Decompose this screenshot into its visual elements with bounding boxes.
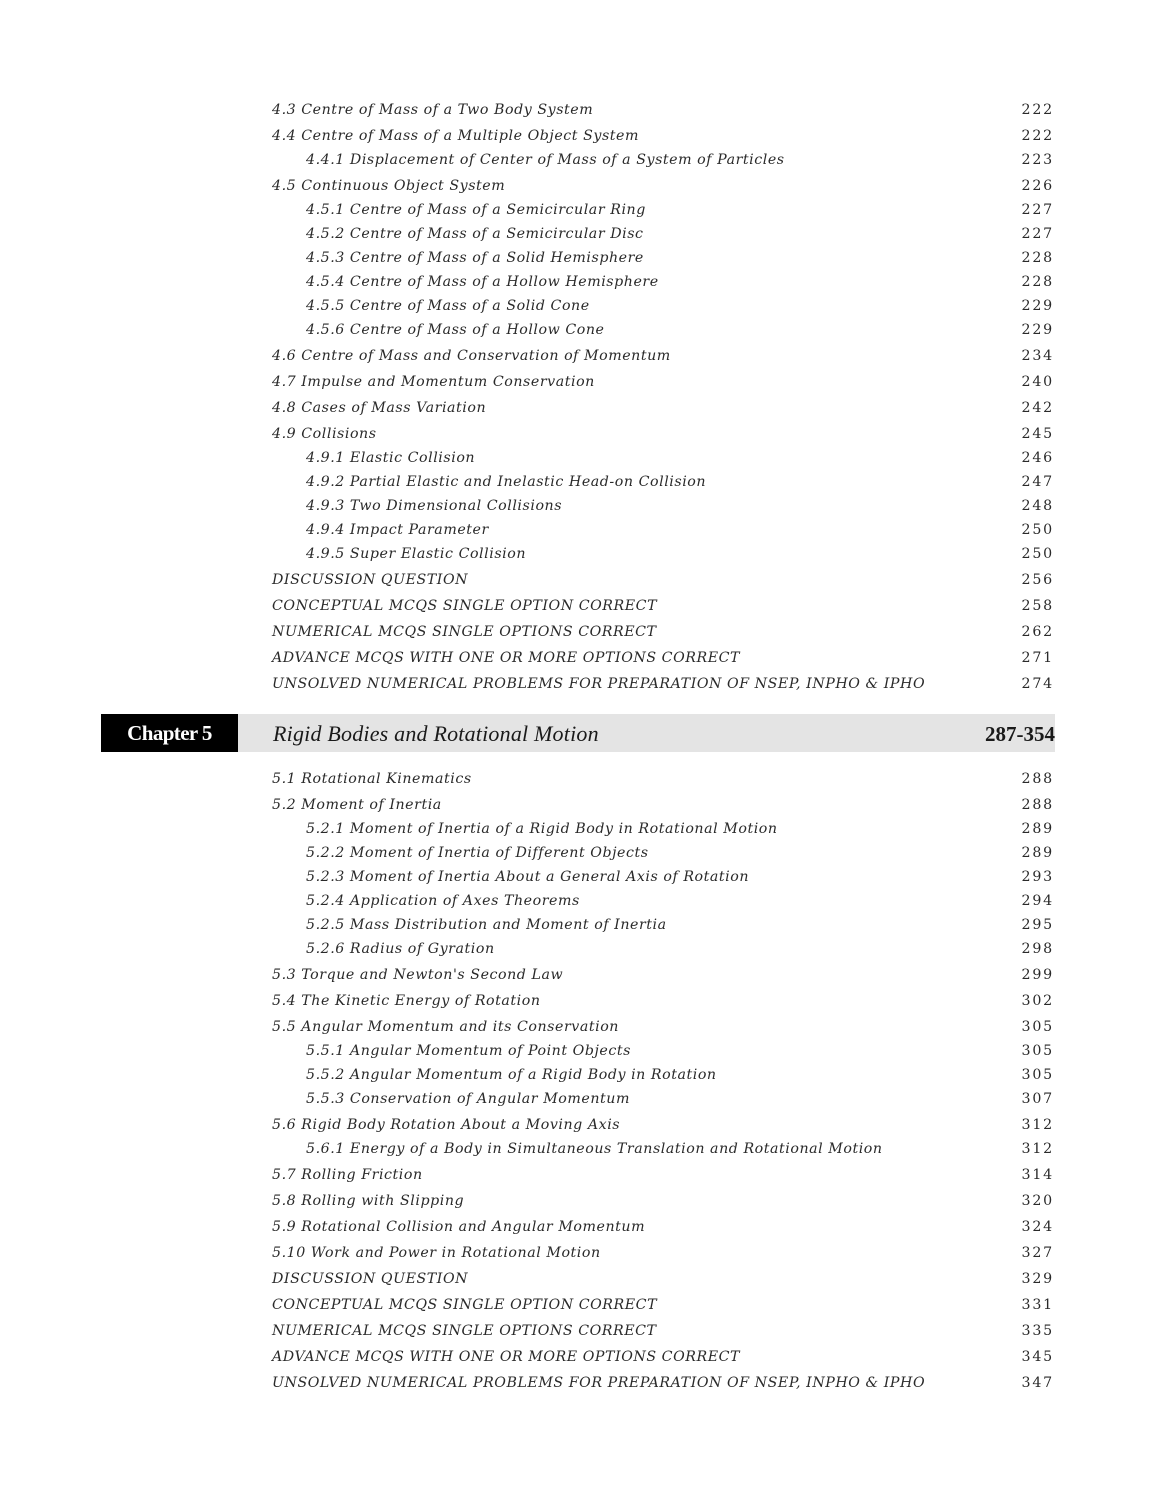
toc-entry-title: 5.2.6 Radius of Gyration	[306, 941, 495, 957]
toc-entry-page: 298	[1021, 941, 1054, 957]
toc-entry-title: 4.5.2 Centre of Mass of a Semicircular Disc	[306, 226, 644, 242]
toc-entry	[272, 1267, 1054, 1291]
toc-entry	[272, 1189, 1054, 1213]
toc-entry-title: 4.4.1 Displacement of Center of Mass of a System of Particles	[306, 152, 785, 168]
toc-entry-page: 288	[1021, 771, 1054, 787]
toc-entry-title: 4.5.6 Centre of Mass of a Hollow Cone	[306, 322, 605, 338]
toc-entry-page: 274	[1021, 676, 1054, 692]
toc-entry-title: 5.6 Rigid Body Rotation About a Moving Axis	[272, 1117, 621, 1133]
toc-entry	[272, 344, 1054, 368]
toc-entry-title: 5.6.1 Energy of a Body in Simultaneous Translation and Rotational Motion	[306, 1141, 883, 1157]
toc-entry	[272, 1063, 1054, 1087]
toc-entry-title: 4.7 Impulse and Momentum Conservation	[272, 374, 595, 390]
toc-entry-title: UNSOLVED NUMERICAL PROBLEMS FOR PREPARATION OF NSEP, INPHO & IPHO	[272, 1375, 926, 1391]
toc-entry	[272, 817, 1054, 841]
chapter-number-tag: Chapter 5	[101, 714, 238, 752]
toc-entry-title: 5.10 Work and Power in Rotational Motion	[272, 1245, 601, 1261]
toc-entry	[272, 568, 1054, 592]
toc-entry-page: 258	[1021, 598, 1054, 614]
toc-entry-page: 305	[1021, 1019, 1054, 1035]
toc-entry	[272, 865, 1054, 889]
toc-entry-page: 299	[1021, 967, 1054, 983]
toc-entry-title: ADVANCE MCQS WITH ONE OR MORE OPTIONS CORRECT	[272, 650, 741, 666]
toc-entry	[272, 1371, 1054, 1395]
toc-entry-page: 250	[1021, 522, 1054, 538]
toc-entry	[272, 1345, 1054, 1369]
toc-entry-title: 5.2.5 Mass Distribution and Moment of Inertia	[306, 917, 667, 933]
toc-entry	[272, 1015, 1054, 1039]
toc-list-chapter-4	[272, 98, 1054, 696]
toc-entry-page: 222	[1021, 102, 1054, 118]
toc-entry-page: 345	[1021, 1349, 1054, 1365]
toc-entry-page: 331	[1021, 1297, 1054, 1313]
toc-entry	[272, 542, 1054, 566]
toc-entry	[272, 672, 1054, 696]
toc-entry-page: 324	[1021, 1219, 1054, 1235]
toc-entry-title: 5.9 Rotational Collision and Angular Momentum	[272, 1219, 646, 1235]
toc-entry	[272, 318, 1054, 342]
toc-entry-title: 4.4 Centre of Mass of a Multiple Object System	[272, 128, 639, 144]
toc-entry-page: 229	[1021, 298, 1054, 314]
toc-entry-page: 248	[1021, 498, 1054, 514]
toc-entry-title: 5.7 Rolling Friction	[272, 1167, 423, 1183]
toc-entry-page: 294	[1021, 893, 1054, 909]
toc-entry	[272, 1137, 1054, 1161]
toc-entry-title: 4.9.5 Super Elastic Collision	[306, 546, 527, 562]
toc-entry-page: 223	[1021, 152, 1054, 168]
toc-entry	[272, 620, 1054, 644]
toc-entry-page: 262	[1021, 624, 1054, 640]
toc-entry	[272, 594, 1054, 618]
toc-entry	[272, 518, 1054, 542]
toc-entry-page: 327	[1021, 1245, 1054, 1261]
toc-entry	[272, 222, 1054, 246]
toc-entry	[272, 294, 1054, 318]
toc-entry-page: 256	[1021, 572, 1054, 588]
toc-entry	[272, 98, 1054, 122]
toc-entry-title: 4.5.4 Centre of Mass of a Hollow Hemisphere	[306, 274, 659, 290]
toc-entry-page: 320	[1021, 1193, 1054, 1209]
chapter-heading	[101, 714, 1055, 752]
toc-entry	[272, 1293, 1054, 1317]
toc-entry-title: DISCUSSION QUESTION	[272, 572, 469, 588]
toc-entry	[272, 963, 1054, 987]
toc-entry	[272, 270, 1054, 294]
toc-entry	[272, 1039, 1054, 1063]
toc-entry-title: NUMERICAL MCQS SINGLE OPTIONS CORRECT	[272, 624, 657, 640]
toc-entry	[272, 1319, 1054, 1343]
toc-entry-title: 4.9.1 Elastic Collision	[306, 450, 476, 466]
toc-entry-title: 4.5.5 Centre of Mass of a Solid Cone	[306, 298, 590, 314]
toc-entry-title: 5.2.3 Moment of Inertia About a General Axis of Rotation	[306, 869, 750, 885]
toc-entry-page: 307	[1021, 1091, 1054, 1107]
toc-entry-title: 5.8 Rolling with Slipping	[272, 1193, 465, 1209]
toc-entry-title: ADVANCE MCQS WITH ONE OR MORE OPTIONS CORRECT	[272, 1349, 741, 1365]
toc-entry-page: 305	[1021, 1043, 1054, 1059]
toc-entry-page: 293	[1021, 869, 1054, 885]
toc-entry-title: CONCEPTUAL MCQS SINGLE OPTION CORRECT	[272, 1297, 658, 1313]
toc-entry-page: 228	[1021, 250, 1054, 266]
toc-entry-page: 314	[1021, 1167, 1054, 1183]
toc-entry-title: 5.4 The Kinetic Energy of Rotation	[272, 993, 541, 1009]
toc-entry-title: 5.1 Rotational Kinematics	[272, 771, 472, 787]
toc-entry-title: 4.5 Continuous Object System	[272, 178, 506, 194]
toc-entry	[272, 1113, 1054, 1137]
toc-entry-title: 4.5.1 Centre of Mass of a Semicircular Ring	[306, 202, 646, 218]
toc-entry-title: 5.3 Torque and Newton's Second Law	[272, 967, 564, 983]
toc-entry-title: 5.5 Angular Momentum and its Conservation	[272, 1019, 619, 1035]
toc-entry	[272, 889, 1054, 913]
toc-entry-page: 246	[1021, 450, 1054, 466]
toc-list-chapter-5	[272, 767, 1054, 1395]
toc-entry	[272, 370, 1054, 394]
toc-entry-title: DISCUSSION QUESTION	[272, 1271, 469, 1287]
toc-entry-title: 4.9.2 Partial Elastic and Inelastic Head-on Collision	[306, 474, 707, 490]
toc-entry-title: 5.5.2 Angular Momentum of a Rigid Body in Rotation	[306, 1067, 717, 1083]
chapter-title-bar	[238, 714, 1055, 752]
toc-entry-page: 227	[1021, 226, 1054, 242]
toc-entry-title: 5.2.1 Moment of Inertia of a Rigid Body in Rotational Motion	[306, 821, 778, 837]
toc-entry-page: 312	[1021, 1117, 1054, 1133]
toc-entry-title: 5.2 Moment of Inertia	[272, 797, 442, 813]
toc-entry-page: 240	[1021, 374, 1054, 390]
toc-entry	[272, 793, 1054, 817]
toc-entry-page: 229	[1021, 322, 1054, 338]
toc-entry	[272, 913, 1054, 937]
toc-entry-title: 5.2.2 Moment of Inertia of Different Objects	[306, 845, 649, 861]
toc-entry-title: 5.5.3 Conservation of Angular Momentum	[306, 1091, 630, 1107]
toc-entry	[272, 124, 1054, 148]
toc-entry-page: 288	[1021, 797, 1054, 813]
toc-entry-page: 227	[1021, 202, 1054, 218]
toc-entry-page: 247	[1021, 474, 1054, 490]
toc-entry	[272, 494, 1054, 518]
toc-entry-page: 347	[1021, 1375, 1054, 1391]
toc-entry	[272, 646, 1054, 670]
toc-entry	[272, 470, 1054, 494]
toc-entry-page: 250	[1021, 546, 1054, 562]
toc-entry	[272, 937, 1054, 961]
toc-entry-page: 289	[1021, 821, 1054, 837]
toc-entry-page: 226	[1021, 178, 1054, 194]
toc-entry	[272, 148, 1054, 172]
toc-entry-title: 5.2.4 Application of Axes Theorems	[306, 893, 580, 909]
toc-entry-page: 245	[1021, 426, 1054, 442]
toc-entry-page: 242	[1021, 400, 1054, 416]
toc-entry	[272, 1241, 1054, 1265]
toc-entry-page: 295	[1021, 917, 1054, 933]
toc-entry-title: 4.5.3 Centre of Mass of a Solid Hemisphere	[306, 250, 644, 266]
toc-entry-page: 312	[1021, 1141, 1054, 1157]
toc-entry-title: 4.6 Centre of Mass and Conservation of Momentum	[272, 348, 671, 364]
toc-entry-page: 305	[1021, 1067, 1054, 1083]
toc-entry	[272, 989, 1054, 1013]
toc-entry	[272, 1163, 1054, 1187]
toc-entry-page: 329	[1021, 1271, 1054, 1287]
toc-entry	[272, 1087, 1054, 1111]
toc-entry-title: CONCEPTUAL MCQS SINGLE OPTION CORRECT	[272, 598, 658, 614]
toc-entry-title: 4.9.4 Impact Parameter	[306, 522, 489, 538]
toc-entry-page: 335	[1021, 1323, 1054, 1339]
toc-entry	[272, 446, 1054, 470]
toc-entry-page: 228	[1021, 274, 1054, 290]
chapter-title: Rigid Bodies and Rotational Motion	[273, 721, 599, 746]
toc-entry-title: 5.5.1 Angular Momentum of Point Objects	[306, 1043, 631, 1059]
toc-entry	[272, 246, 1054, 270]
toc-entry	[272, 422, 1054, 446]
toc-entry	[272, 396, 1054, 420]
toc-entry	[272, 841, 1054, 865]
toc-entry-title: 4.9 Collisions	[272, 426, 377, 442]
toc-entry-page: 271	[1021, 650, 1054, 666]
toc-entry-page: 289	[1021, 845, 1054, 861]
toc-entry-title: 4.3 Centre of Mass of a Two Body System	[272, 102, 594, 118]
toc-entry-title: UNSOLVED NUMERICAL PROBLEMS FOR PREPARATION OF NSEP, INPHO & IPHO	[272, 676, 926, 692]
toc-entry-page: 222	[1021, 128, 1054, 144]
toc-entry	[272, 767, 1054, 791]
toc-entry-title: 4.9.3 Two Dimensional Collisions	[306, 498, 563, 514]
toc-entry-page: 302	[1021, 993, 1054, 1009]
toc-entry	[272, 198, 1054, 222]
chapter-page-range: 287-354	[985, 722, 1055, 746]
toc-entry-page: 234	[1021, 348, 1054, 364]
toc-entry-title: 4.8 Cases of Mass Variation	[272, 400, 487, 416]
toc-entry	[272, 1215, 1054, 1239]
toc-entry	[272, 174, 1054, 198]
toc-entry-title: NUMERICAL MCQS SINGLE OPTIONS CORRECT	[272, 1323, 657, 1339]
